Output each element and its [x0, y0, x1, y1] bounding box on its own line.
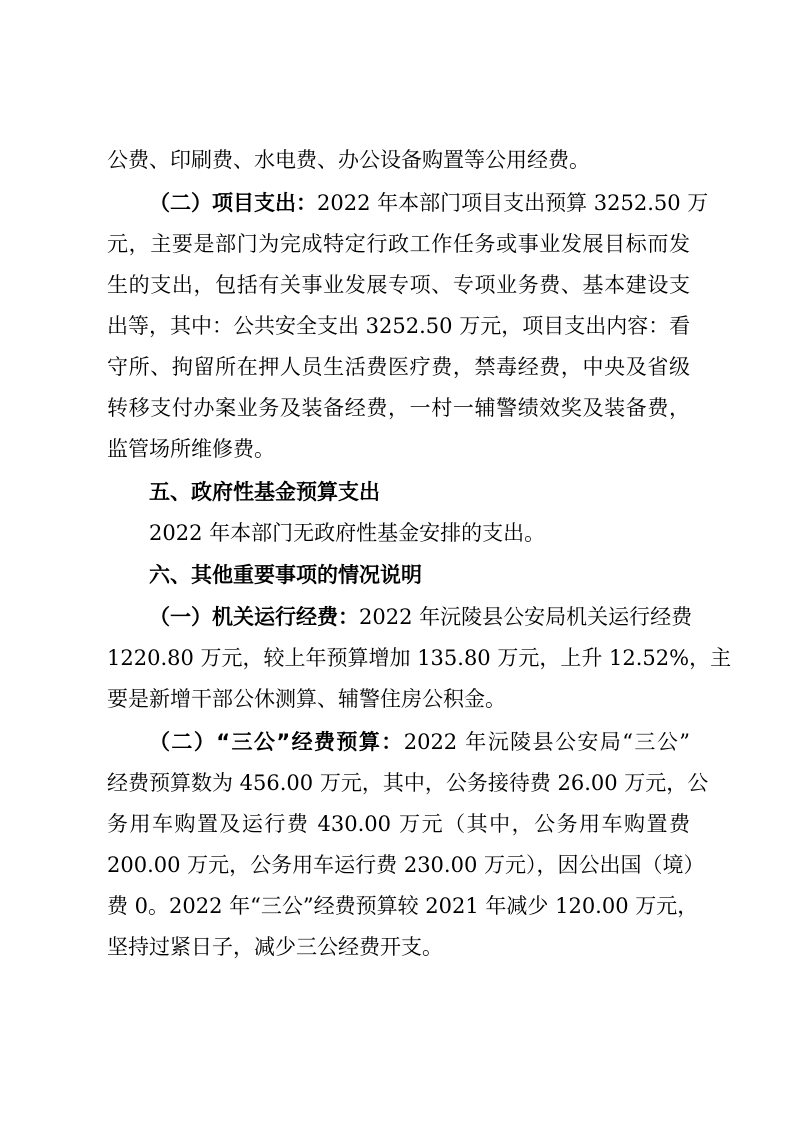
paragraph-text: 2022 年沅陵县公安局“三公”	[403, 730, 690, 754]
paragraph-line: 费 0。2022 年“三公”经费预算较 2021 年减少 120.00 万元，	[107, 894, 699, 918]
paragraph-line: 监管场所维修费。	[107, 437, 275, 461]
paragraph-line	[149, 727, 690, 757]
paragraph-line: 200.00 万元，公务用车运行费 230.00 万元），因公出国（境）	[107, 853, 705, 877]
paragraph-line	[149, 602, 693, 632]
section-heading: 五、政府性基金预算支出	[149, 480, 380, 504]
paragraph-text: 2022 年本部门项目支出预算 3252.50 万	[317, 191, 709, 215]
paragraph-line	[149, 188, 709, 218]
section-label: （二）“三公”经费预算：	[149, 730, 404, 754]
paragraph-line: 要是新增干部公休测算、辅警住房公积金。	[107, 687, 506, 711]
paragraph-line: 1220.80 万元，较上年预算增加 135.80 万元，上升 12.52%，主	[107, 646, 732, 670]
section-label: （二）项目支出：	[149, 191, 317, 215]
paragraph-line: 生的支出，包括有关事业发展专项、专项业务费、基本建设支	[107, 273, 690, 297]
paragraph-line: 务用车购置及运行费 430.00 万元（其中，公务用车购置费	[107, 812, 690, 836]
paragraph-line: 转移支付办案业务及装备经费，一村一辅警绩效奖及装备费，	[107, 396, 690, 420]
paragraph-line: 经费预算数为 456.00 万元，其中，公务接待费 26.00 万元，公	[107, 771, 709, 795]
paragraph-line: 出等，其中：公共安全支出 3252.50 万元，项目支出内容：看	[107, 314, 691, 338]
paragraph-line: 守所、拘留所在押人员生活费医疗费，禁毒经费，中央及省级	[107, 355, 690, 379]
section-heading: 六、其他重要事项的情况说明	[149, 563, 422, 587]
paragraph-line: 2022 年本部门无政府性基金安排的支出。	[149, 521, 546, 545]
paragraph-line: 坚持过紧日子，减少三公经费开支。	[107, 935, 443, 959]
paragraph-line: 元，主要是部门为完成特定行政工作任务或事业发展目标而发	[107, 232, 690, 256]
paragraph-text: 2022 年沅陵县公安局机关运行经费	[359, 605, 693, 629]
section-label: （一）机关运行经费：	[149, 605, 359, 629]
paragraph-line: 公费、印刷费、水电费、办公设备购置等公用经费。	[107, 148, 590, 172]
